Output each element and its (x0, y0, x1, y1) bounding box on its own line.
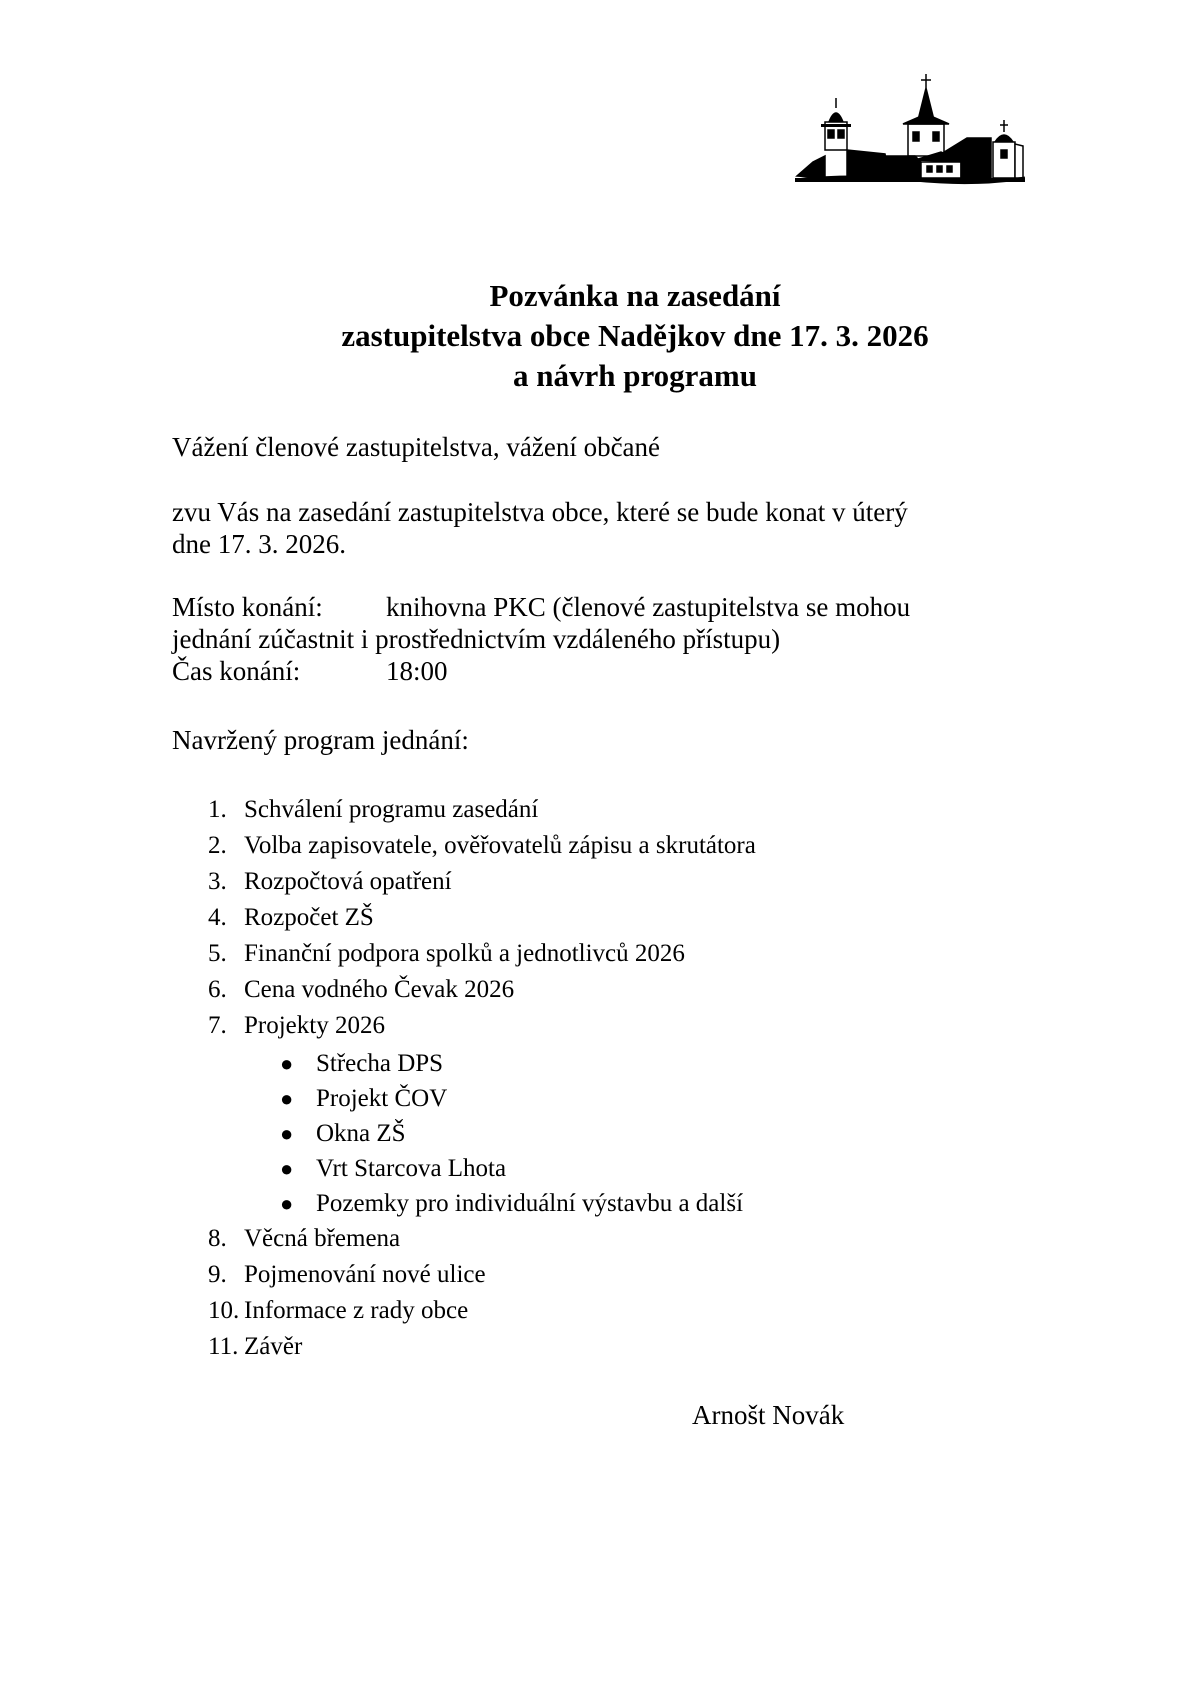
bullet-icon: ● (280, 1121, 294, 1146)
sub-list-item-text: Střecha DPS (316, 1050, 444, 1077)
sub-list-item-text: Okna ZŠ (316, 1120, 406, 1147)
signature: Arnošt Novák (692, 1400, 845, 1430)
list-item-text: Věcná břemena (244, 1225, 401, 1252)
list-item-text: Rozpočtová opatření (244, 868, 452, 895)
list-item-number: 4. (208, 904, 227, 931)
time-row (172, 655, 448, 687)
time-value: 18:00 (386, 656, 448, 686)
sub-list-item-text: Projekt ČOV (316, 1085, 448, 1112)
list-item-text: Projekty 2026 (244, 1012, 385, 1039)
venue-label: Místo konání: (172, 592, 323, 622)
list-item-text: Informace z rady obce (244, 1297, 469, 1324)
bullet-icon: ● (280, 1191, 294, 1216)
invitation-line-1: zvu Vás na zasedání zastupitelstva obce, které se bude konat v úterý (172, 497, 908, 527)
list-item-text: Pojmenování nové ulice (244, 1261, 486, 1288)
village-churches-logo-icon (795, 74, 1025, 186)
list-item-text: Schválení programu zasedání (244, 796, 539, 823)
list-item-number: 9. (208, 1261, 227, 1288)
list-item-number: 10. (208, 1297, 240, 1324)
title-line-3: a návrh programu (512, 358, 757, 393)
list-item-text: Rozpočet ZŠ (244, 904, 374, 931)
document-title (0, 276, 1190, 396)
list-item-number: 5. (208, 940, 227, 967)
bullet-icon: ● (280, 1086, 294, 1111)
list-item-number: 7. (208, 1012, 227, 1039)
list-item-number: 1. (208, 796, 227, 823)
invitation-line-2: dne 17. 3. 2026. (172, 529, 346, 559)
time-label: Čas konání: (172, 656, 301, 686)
list-item-text: Volba zapisovatele, ověřovatelů zápisu a skrutátora (244, 832, 756, 859)
bullet-icon: ● (280, 1156, 294, 1181)
list-item-number: 2. (208, 832, 227, 859)
list-item-number: 6. (208, 976, 227, 1003)
venue-continuation: jednání zúčastnit i prostřednictvím vzdáleného přístupu) (172, 624, 781, 654)
list-item-number: 11. (208, 1333, 239, 1360)
venue-row (172, 591, 910, 623)
venue-value: knihovna PKC (členové zastupitelstva se mohou (386, 592, 911, 622)
title-line-2: zastupitelstva obce Nadějkov dne 17. 3. 2026 (341, 318, 929, 353)
sub-list-item-text: Pozemky pro individuální výstavbu a další (316, 1190, 744, 1217)
bullet-icon: ● (280, 1051, 294, 1076)
list-item-number: 3. (208, 868, 227, 895)
list-item-number: 8. (208, 1225, 227, 1252)
list-item-text: Finanční podpora spolků a jednotlivců 2026 (244, 940, 685, 967)
program-heading: Navržený program jednání: (172, 725, 469, 755)
list-item-text: Cena vodného Čevak 2026 (244, 976, 515, 1003)
greeting: Vážení členové zastupitelstva, vážení občané (172, 432, 661, 462)
title-line-1: Pozvánka na zasedání (489, 278, 781, 313)
list-item-text: Závěr (244, 1333, 303, 1360)
sub-list-item-text: Vrt Starcova Lhota (316, 1155, 507, 1182)
